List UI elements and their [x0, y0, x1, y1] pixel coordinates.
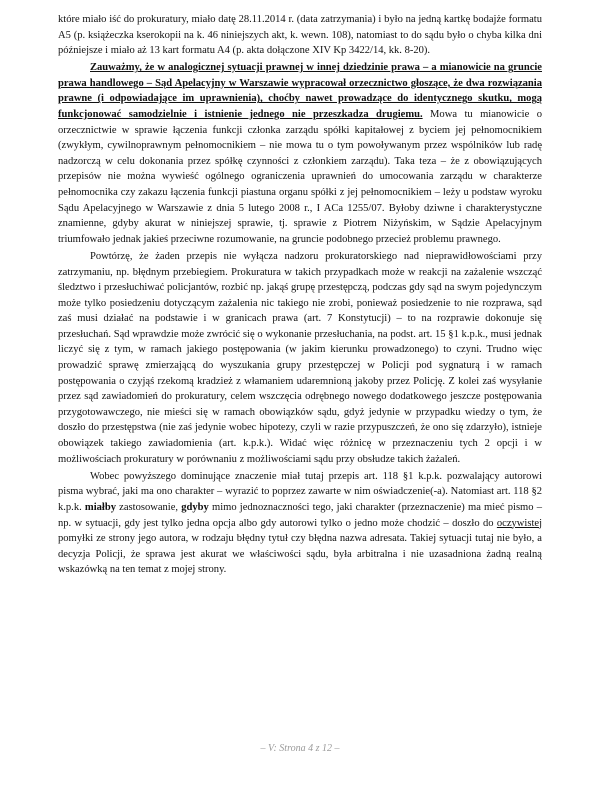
paragraph-4 [58, 469, 542, 578]
bold-word-gdyby: gdyby [181, 501, 209, 513]
paragraph-4-text-e: pomyłki ze strony jego autora, w rodzaju błędny tytuł czy błędna nazwa adresata. Takiej sytuacji tutaj nie było, a decyzja Policji, że sprawa jest akurat we właściwości sądu, była arbitralna i nie uzasadniona żadną realną wskazówką na ten temat z mojej strony. [58, 533, 542, 576]
bold-word-miałby: miałby [84, 501, 116, 513]
emphasized-thesis: Zauważmy, że w analogicznej sytuacji prawnej w innej dziedzinie prawa – a mianowicie na gruncie prawa handlowego – Sąd Apelacyjny w Warszawie wypracował orzecznictwo głoszące, że dwa rozwiązania prawne (i odpowiadające im uprawnienia), choćby nawet prowadzące do identycznego skutku, mogą funkcjonować samodzielnie i istnienie jednego nie przeszkadza drugiemu. [58, 62, 542, 121]
document-body [58, 12, 542, 579]
paragraph-3: Powtórzę, że żaden przepis nie wyłącza nadzoru prokuratorskiego nad nieprawidłowościami przy zatrzymaniu, np. błędnym przebiegiem. Prokuratura w takich przypadkach może w reakcji na zażalenie wszcząć śledztwo i przesłuchiwać policjantów, rozbić np. jakąś grupę przestępczą, podczas gdy sąd na swym pojedynczym może tylko posiedzeniu dotyczącym zażalenia nic takiego nie zrobi, ponieważ posiedzenie to nie rozprawa, sąd zaś musi działać na podstawie i w granicach prawa (art. 7 Konstytucji) – to na rozprawie dokonuje się przesłuchań. Sąd wprawdzie może zwrócić się o wykonanie przesłuchania, na podst. art. 15 §1 k.p.k., musi jednak liczyć się z tym, w ramach jakiego postępowania (w jakim kierunku prowadzonego) to czyni. Trudno więc prowadzić sprawę zmierzającą do wyszukania grupy przestępczej w Policji pod sygnaturą i w ramach postępowania o czyjąś rzekomą kradzież z włamaniem udaremnioną jakoby przez Policję. Z kolei zaś wysyłanie przez sąd zawiadomień do prokuratury, celem wszczęcia odrębnego nowego dodatkowego jeszcze postępowania przygotowawczego, nie mieści się w ramach obowiązków sądu, gdyż jedynie w przypadku wiedzy o tym, że doszło do przestępstwa (nie zaś jedynie wobec hipotezy, czyli w razie przypuszczeń, że ono się zdarzyło), istnieje obowiązek takiego zawiadomienia (art. k.p.k.). Widać więc różnicę w przeznaczeniu tych 2 opcji i w możliwościach prokuratury w porównaniu z możliwościami sądu przy obsłudze takich żażaleń. [58, 250, 542, 465]
paragraph-2-text: Mowa tu mianowicie o orzecznictwie w sprawie łączenia funkcji członka zarządu spółki kapitałowej z byciem jej pełnomocnikiem (zwykłym, cywilnoprawnym pełnomocnikiem – nie mowa tu o tym powoływanym przez wspólników lub radę nadzorczą w celu dokonania przez spółkę czynności z członkiem zarządu). Taka teza – że z obowiązujących przepisów nie można wywieść ogólnego ograniczenia uprawnień do umocowania zarządu w charakterze pełnomocnika czy zakazu łączenia funkcji piastuna organu spółki z jej pełnomocnikiem – leży u podstaw wyroku Sądu Apelacyjnego w Warszawie z dnia 5 lutego 2008 r., I ACa 1255/07. Byłoby dziwne i charakterystyczne znamienne, gdyby akurat w niniejszej sprawie, tj. sprawie z Piotrem Niżyńskim, w Sądzie Apelacyjnym triumfowało jednak jakieś przeciwne rozumowanie, na gruncie podobnego przecież problemu prawnego. [58, 109, 542, 245]
paragraph-4-text-c: zastosowanie, [115, 501, 182, 513]
paragraph-4-text-d: mimo jednoznaczności tego, jaki charakter (przeznaczenie) ma mieć pismo – np. w sytuacji, gdy jest tylko jedna opcja albo gdy autorowi tylko o jedno może chodzić – doszło do [58, 501, 542, 529]
paragraph-4-text-a: Wobec powyższego dominujące znaczenie miał tutaj przepis art. 118 §1 k.p.k. pozwalający autorowi pisma wybrać, jaki ma ono charakter – wyrazić to poprzez zawarte w nim oświadczenie(-a). Natomiast art. 118 §2 k.p.k. [58, 470, 542, 513]
page-footer: – V: Strona 4 z 12 – [260, 743, 340, 754]
underlined-word-oczywistej: oczywistej [496, 517, 542, 529]
paragraph-2 [58, 60, 542, 247]
paragraph-1: które miało iść do prokuratury, miało datę 28.11.2014 r. (data zatrzymania) i było na jedną kartkę bodajże formatu A5 (p. książeczka kserokopii na k. 46 niniejszych akt, k. wewn. 108), natomiast to do sądu było o chyba kilka dni późniejsze i miało aż 13 kart formatu A4 (p. akta dołączone XIV Kp 3422/14, kk. 8-20). [58, 14, 542, 57]
